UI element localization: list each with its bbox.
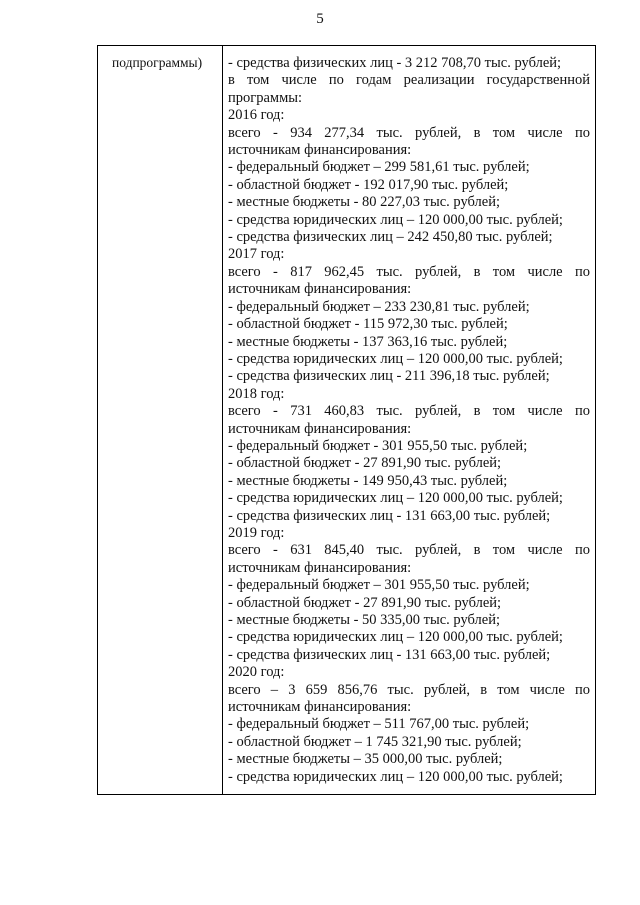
funding-line: источникам финансирования: — [228, 420, 412, 437]
funding-line: - местные бюджеты - 50 335,00 тыс. рублей; — [228, 612, 501, 628]
funding-line: 2019 год: — [228, 524, 285, 541]
funding-line: источникам финансирования: — [228, 559, 412, 576]
funding-line: программы: — [228, 89, 303, 106]
funding-line: - областной бюджет – 1 745 321,90 тыс. рублей; — [228, 733, 522, 750]
funding-line: всего - 731 460,83 тыс. рублей, в том числе по — [228, 403, 590, 420]
funding-table — [97, 45, 596, 795]
funding-line: - местные бюджеты – 35 000,00 тыс. рублей; — [228, 751, 503, 768]
funding-line: источникам финансирования: — [228, 281, 412, 298]
funding-line: - средства физических лиц - 131 663,00 тыс. рублей; — [228, 646, 551, 663]
funding-line: - средства юридических лиц – 120 000,00 тыс. рублей; — [228, 350, 563, 367]
funding-line: источникам финансирования: — [228, 142, 412, 159]
funding-line: - средства юридических лиц – 120 000,00 тыс. рублей; — [228, 490, 563, 507]
funding-line: - местные бюджеты - 137 363,16 тыс. рублей; — [228, 333, 508, 350]
funding-line: 2018 год: — [228, 385, 285, 402]
table-left-cell: подпрограммы) — [112, 55, 203, 70]
funding-line: - областной бюджет - 27 891,90 тыс. рублей; — [228, 455, 502, 472]
funding-line: - федеральный бюджет – 301 955,50 тыс. рублей; — [228, 577, 530, 594]
funding-line: - средства физических лиц - 211 396,18 тыс. рублей; — [228, 368, 550, 385]
funding-line: - федеральный бюджет - 301 955,50 тыс. рублей; — [228, 437, 528, 454]
funding-line: - федеральный бюджет – 511 767,00 тыс. рублей; — [228, 716, 530, 733]
page-number: 5 — [316, 11, 324, 27]
funding-line: - средства физических лиц - 3 212 708,70 тыс. рублей; — [228, 55, 562, 71]
funding-line: всего - 934 277,34 тыс. рублей, в том числе по — [228, 124, 590, 141]
funding-line: - средства физических лиц – 242 450,80 тыс. рублей; — [228, 229, 553, 246]
funding-line: 2017 год: — [228, 246, 285, 263]
table-right-cell — [228, 55, 590, 786]
funding-line: 2016 год: — [228, 107, 285, 124]
funding-line: - средства юридических лиц – 120 000,00 тыс. рублей; — [228, 768, 563, 785]
funding-line: - средства физических лиц - 131 663,00 тыс. рублей; — [228, 507, 551, 524]
funding-line: - федеральный бюджет – 233 230,81 тыс. рублей; — [228, 298, 530, 315]
funding-line: - местные бюджеты - 80 227,03 тыс. рублей; — [228, 194, 501, 211]
funding-line: - федеральный бюджет – 299 581,61 тыс. рублей; — [228, 159, 530, 176]
funding-line: - средства юридических лиц – 120 000,00 тыс. рублей; — [228, 629, 563, 646]
funding-line: - средства юридических лиц – 120 000,00 тыс. рублей; — [228, 211, 563, 228]
column-divider — [222, 46, 223, 794]
funding-line: - областной бюджет - 115 972,30 тыс. рублей; — [228, 316, 508, 333]
funding-line: всего - 817 962,45 тыс. рублей, в том числе по — [228, 263, 590, 280]
funding-line: в том числе по годам реализации государственной — [228, 72, 590, 89]
funding-line: всего - 631 845,40 тыс. рублей, в том числе по — [228, 542, 590, 559]
funding-line: - областной бюджет - 27 891,90 тыс. рублей; — [228, 594, 502, 611]
funding-line: - областной бюджет - 192 017,90 тыс. рублей; — [228, 176, 509, 193]
funding-line: всего – 3 659 856,76 тыс. рублей, в том числе по — [228, 681, 590, 698]
funding-line: - местные бюджеты - 149 950,43 тыс. рублей; — [228, 472, 508, 489]
funding-line: источникам финансирования: — [228, 699, 412, 716]
funding-line: 2020 год: — [228, 664, 285, 681]
